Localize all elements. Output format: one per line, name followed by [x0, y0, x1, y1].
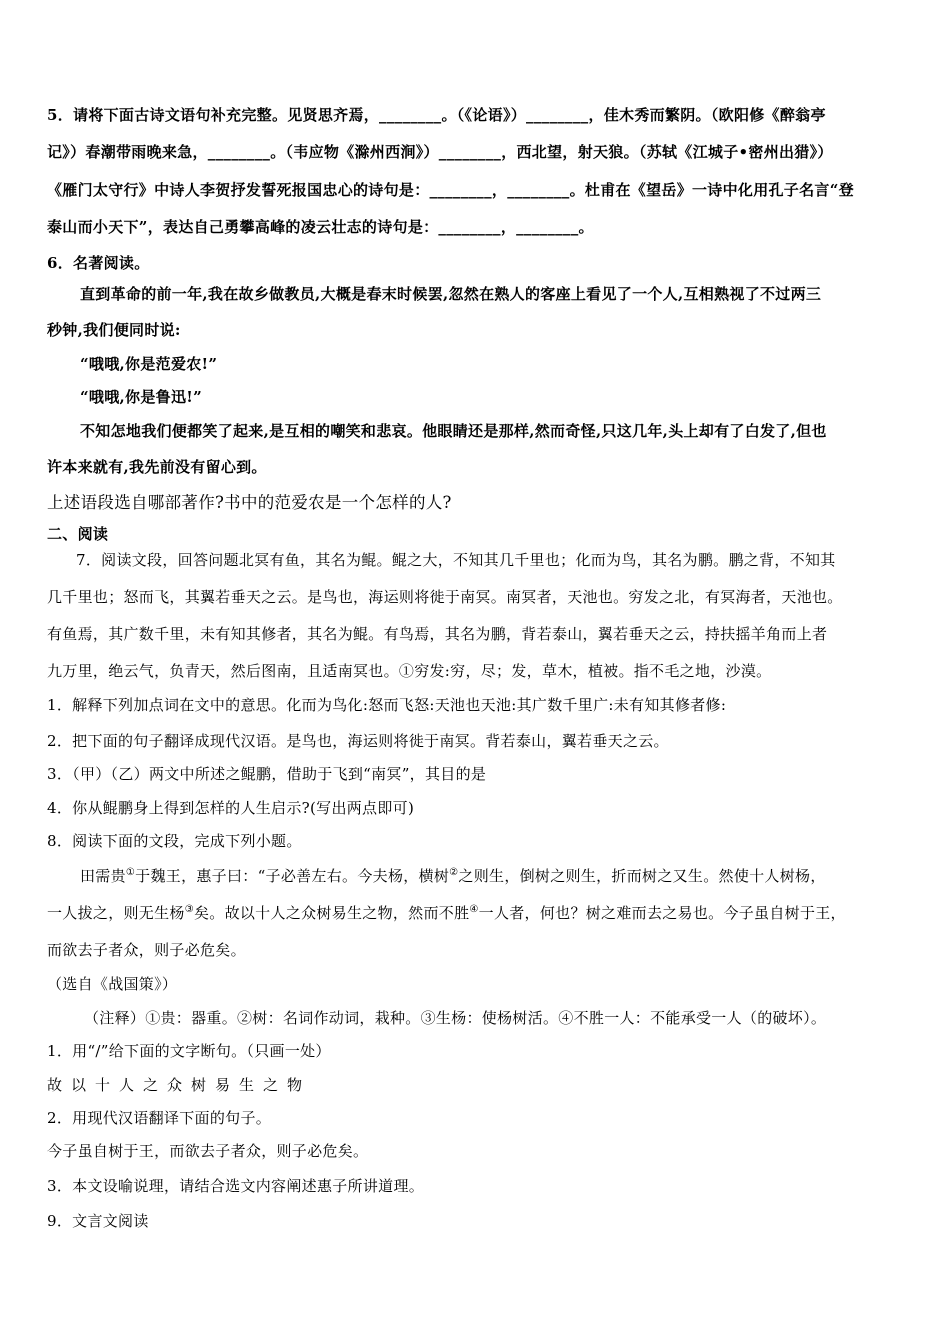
footnote-mark-2: ②: [449, 867, 459, 878]
q8-passage-2c: 一人者，何也？树之难而去之易也。今子虽自树于王，: [478, 904, 846, 922]
q6-para1-line-2: 秒钟,我们便同时说:: [47, 321, 181, 339]
q7-passage-line-3: 有鱼焉，其广数千里，未有知其修者，其名为鲲。有鸟焉，其名为鹏，背若泰山，翼若垂天之云，持扶摇羊角而上者: [47, 625, 828, 643]
q6-quote-lu-xun: “哦哦,你是鲁迅!”: [80, 388, 203, 406]
q8-passage-line-1: [80, 865, 826, 886]
q5-line-4: 泰山而小天下”，表达自己勇攀高峰的凌云壮志的诗句是：________，________。: [47, 218, 594, 236]
q9-title: 9．文言文阅读: [47, 1212, 149, 1230]
footnote-mark-3: ③: [184, 904, 194, 915]
q8-passage-line-3: 而欲去子者众，则子必危矣。: [47, 941, 246, 959]
q8-passage-2b: 矣。故以十人之众树易生之物，然而不胜: [193, 904, 470, 922]
q8-title: 8．阅读下面的文段，完成下列小题。: [47, 832, 302, 850]
q7-passage-line-1: 7．阅读文段，回答问题北冥有鱼，其名为鲲。鲲之大，不知其几千里也；化而为鸟，其名为鹏。鹏之背，不知其: [76, 551, 836, 569]
q5-line-3: 《雁门太守行》中诗人李贺抒发誓死报国忠心的诗句是：________，________。杜甫在《望岳》一诗中化用孔子名言“登: [47, 181, 854, 199]
q7-passage-line-2: 几千里也；怒而飞，其翼若垂天之云。是鸟也，海运则将徙于南冥。南冥者，天池也。穷发之北，有冥海者，天池也。: [47, 588, 843, 606]
q7-sub-1: 1．解释下列加点词在文中的意思。化而为鸟化:怒而飞怒:天池也天池:其广数千里广:未有知其修者修:: [47, 696, 727, 714]
q6-title: 6．名著阅读。: [47, 254, 150, 272]
q6-para1-line-1: 直到革命的前一年,我在故乡做教员,大概是春末时候罢,忽然在熟人的客座上看见了一个人,互相熟视了不过两三: [80, 285, 822, 303]
q8-passage-2a: 一人拔之，则无生杨: [47, 904, 185, 922]
q8-sub-2-text: 今子虽自树于王，而欲去子者众，则子必危矣。: [47, 1142, 369, 1160]
q8-sub-1: 1．用“/”给下面的文字断句。（只画一处）: [47, 1042, 331, 1060]
q8-passage-1b: 于魏王，惠子曰：“子必善左右。今夫杨，横树: [135, 867, 450, 885]
q8-notes: （注释）①贵：器重。②树：名词作动词，栽种。③生杨：使杨树活。④不胜一人：不能承受一人（的破坏）。: [84, 1009, 827, 1027]
q7-sub-3: 3．（甲）（乙）两文中所述之鲲鹏，借助于飞到“南冥”，其目的是: [47, 765, 487, 783]
q8-passage-1a: 田需贵: [80, 867, 126, 885]
footnote-mark-4: ④: [469, 904, 479, 915]
q7-sub-2: 2．把下面的句子翻译成现代汉语。是鸟也，海运则将徙于南冥。背若泰山，翼若垂天之云。: [47, 732, 669, 750]
q8-sub-1-text: 故以十人之众树易生之物: [47, 1076, 312, 1094]
footnote-mark-1: ①: [125, 867, 136, 878]
q8-passage-1c: 之则生，倒树之则生，折而树之又生。然使十人树杨，: [458, 867, 826, 885]
q8-source: （选自《战国策》）: [47, 975, 178, 993]
q8-sub-2: 2．用现代汉语翻译下面的句子。: [47, 1109, 272, 1127]
q8-sub-3: 3．本文设喻说理，请结合选文内容阐述惠子所讲道理。: [47, 1177, 425, 1195]
q8-passage-line-2: [47, 902, 846, 923]
q6-quote-fan-ainong: “哦哦,你是范爱农!”: [80, 355, 218, 373]
q6-para2-line-1: 不知怎地我们便都笑了起来,是互相的嘲笑和悲哀。他眼睛还是那样,然而奇怪,只这几年,头上却有了白发了,但也: [80, 422, 827, 440]
section-reading-title: 二、阅读: [47, 525, 109, 543]
q6-question: 上述语段选自哪部著作?书中的范爱农是一个怎样的人?: [47, 493, 452, 512]
q5-line-1: 5．请将下面古诗文语句补充完整。见贤思齐焉，________。（《论语》）________，佳木秀而繁阴。（欧阳修《醉翁亭: [47, 106, 826, 124]
q6-para2-line-2: 许本来就有,我先前没有留心到。: [47, 458, 267, 476]
q7-sub-4: 4．你从鲲鹏身上得到怎样的人生启示?(写出两点即可): [47, 799, 415, 817]
q7-passage-line-4: 九万里，绝云气，负青天，然后图南，且适南冥也。①穷发:穷，尽；发，草木，植被。指不毛之地，沙漠。: [47, 662, 772, 680]
q5-line-2: 记》）春潮带雨晚来急，________。（韦应物《滁州西涧》）________，西北望，射天狼。（苏轼《江城子•密州出猎》）: [47, 143, 833, 161]
